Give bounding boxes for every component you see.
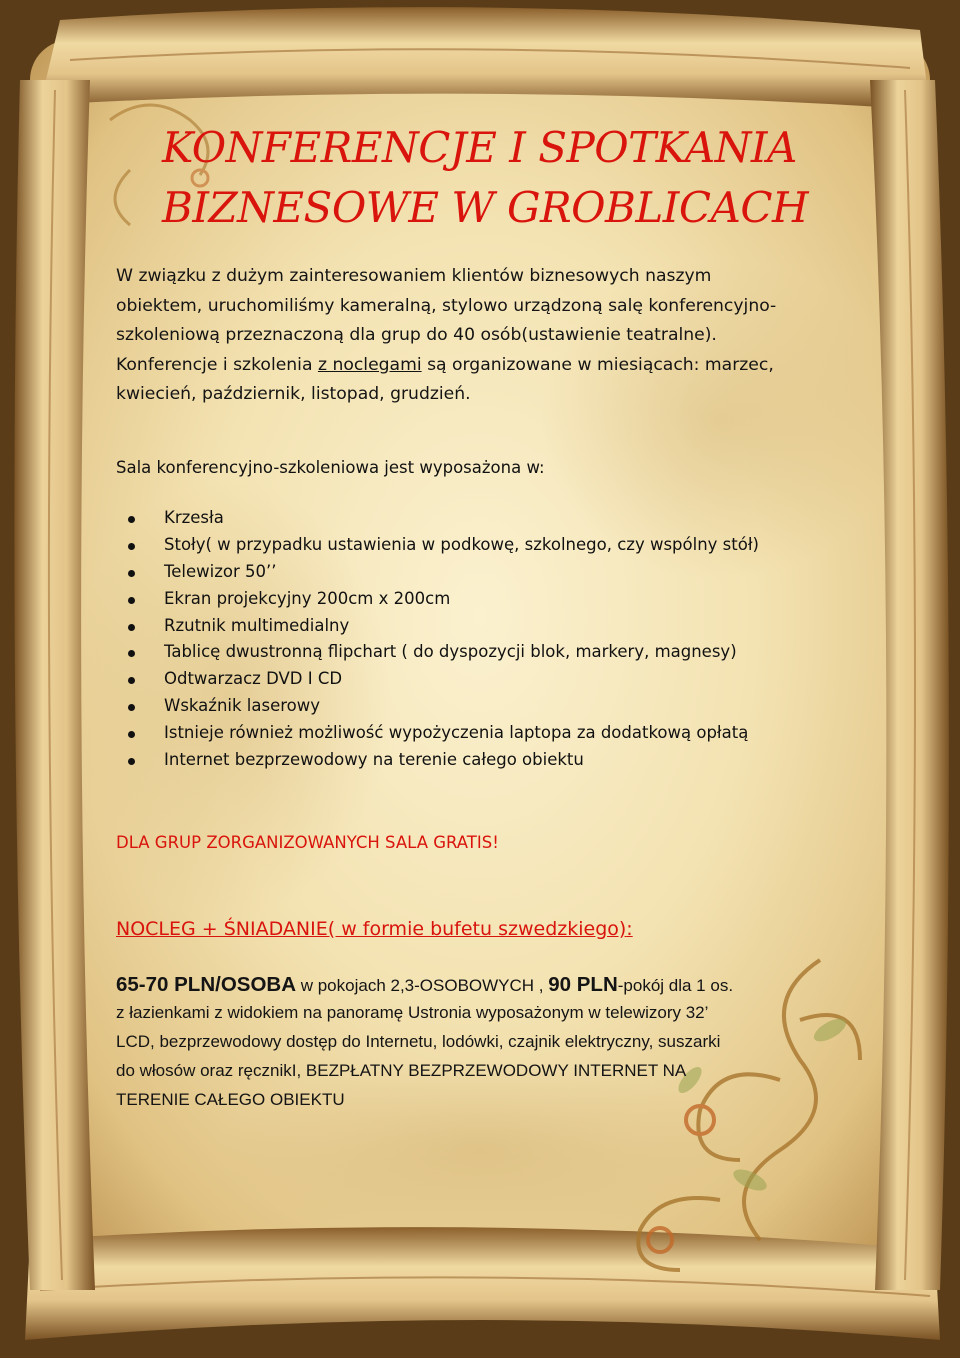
list-item-text: Internet bezprzewodowy na terenie całego obiektu	[164, 750, 584, 770]
intro-line: szkoleniową przeznaczoną dla grup do 40 osób(ustawienie teatralne).	[116, 325, 717, 345]
list-item	[116, 559, 856, 586]
room-description	[116, 998, 856, 1114]
price-text: -pokój dla 1 os.	[617, 976, 734, 995]
list-item-text: Istnieje również możliwość wypożyczenia laptopa za dodatkową opłatą	[164, 723, 749, 743]
list-item-text: Telewizor 50’’	[164, 561, 277, 581]
list-item	[116, 693, 856, 720]
list-item-text: Stoły( w przypadku ustawienia w podkowę, szkolnego, czy wspólny stół)	[164, 534, 759, 554]
description-line: TERENIE CAŁEGO OBIEKTU	[116, 1090, 345, 1109]
intro-underlined-text: z noclegami	[317, 354, 422, 375]
description-line: do włosów oraz ręcznikI, BEZPŁATNY BEZPRZEWODOWY INTERNET NA	[116, 1061, 687, 1080]
list-item	[116, 639, 856, 666]
list-item-text: Wskaźnik laserowy	[164, 696, 321, 716]
intro-line	[116, 351, 856, 381]
title-line: BIZNESOWE W GROBLICACH	[162, 183, 809, 232]
list-item	[116, 505, 856, 532]
description-line: z łazienkami z widokiem na panoramę Ustronia wyposażonym w telewizory 32’	[116, 1003, 709, 1022]
list-item	[116, 532, 856, 559]
list-item	[116, 613, 856, 640]
intro-line: kwiecień, październik, listopad, grudzień.	[116, 384, 471, 404]
equipment-heading: Sala konferencyjno-szkoleniowa jest wyposażona w:	[116, 458, 545, 477]
description-line: LCD, bezprzewodowy dostęp do Internetu, lodówki, czajnik elektryczny, suszarki	[116, 1032, 721, 1051]
price-text: w pokojach 2,3-OSOBOWYCH ,	[296, 976, 549, 995]
intro-line: W związku z dużym zainteresowaniem klientów biznesowych naszym	[116, 266, 712, 286]
bullet-icon	[128, 597, 135, 604]
price-per-person: 65-70 PLN/OSOBA	[116, 973, 296, 996]
list-item-text: Krzesła	[164, 508, 224, 527]
intro-text: Konferencje i szkolenia	[116, 354, 318, 375]
list-item	[116, 666, 856, 693]
bullet-icon	[128, 758, 135, 765]
bullet-icon	[128, 570, 135, 577]
equipment-list	[116, 505, 856, 774]
bullet-icon	[128, 731, 135, 738]
page-title	[162, 118, 882, 238]
list-item-text: Tablicę dwustronną flipchart ( do dyspozycji blok, markery, magnesy)	[164, 642, 737, 662]
intro-text: są organizowane w miesiącach: marzec,	[421, 354, 774, 375]
list-item	[116, 720, 856, 747]
list-item-text: Rzutnik multimedialny	[164, 615, 350, 635]
intro-line: obiektem, uruchomiliśmy kameralną, stylowo urządzoną salę konferencyjno-	[116, 295, 777, 316]
bullet-icon	[128, 650, 135, 657]
list-item-text: Odtwarzacz DVD I CD	[164, 669, 343, 689]
group-offer-notice: DLA GRUP ZORGANIZOWANYCH SALA GRATIS!	[116, 833, 499, 852]
list-item	[116, 586, 856, 613]
list-item	[116, 747, 856, 774]
bullet-icon	[128, 516, 135, 523]
lodging-heading	[116, 914, 633, 944]
title-line: KONFERENCJE I SPOTKANIA	[162, 123, 797, 172]
bullet-icon	[128, 624, 135, 631]
bullet-icon	[128, 677, 135, 684]
intro-paragraph	[116, 262, 856, 410]
price-line	[116, 970, 733, 1001]
price-single-room: 90 PLN	[548, 973, 618, 996]
bullet-icon	[128, 543, 135, 550]
lodging-heading-colon: :	[626, 918, 633, 940]
list-item-text: Ekran projekcyjny 200cm x 200cm	[164, 588, 451, 608]
bullet-icon	[128, 704, 135, 711]
lodging-heading-text: NOCLEG + ŚNIADANIE( w formie bufetu szwedzkiego)	[116, 918, 627, 940]
